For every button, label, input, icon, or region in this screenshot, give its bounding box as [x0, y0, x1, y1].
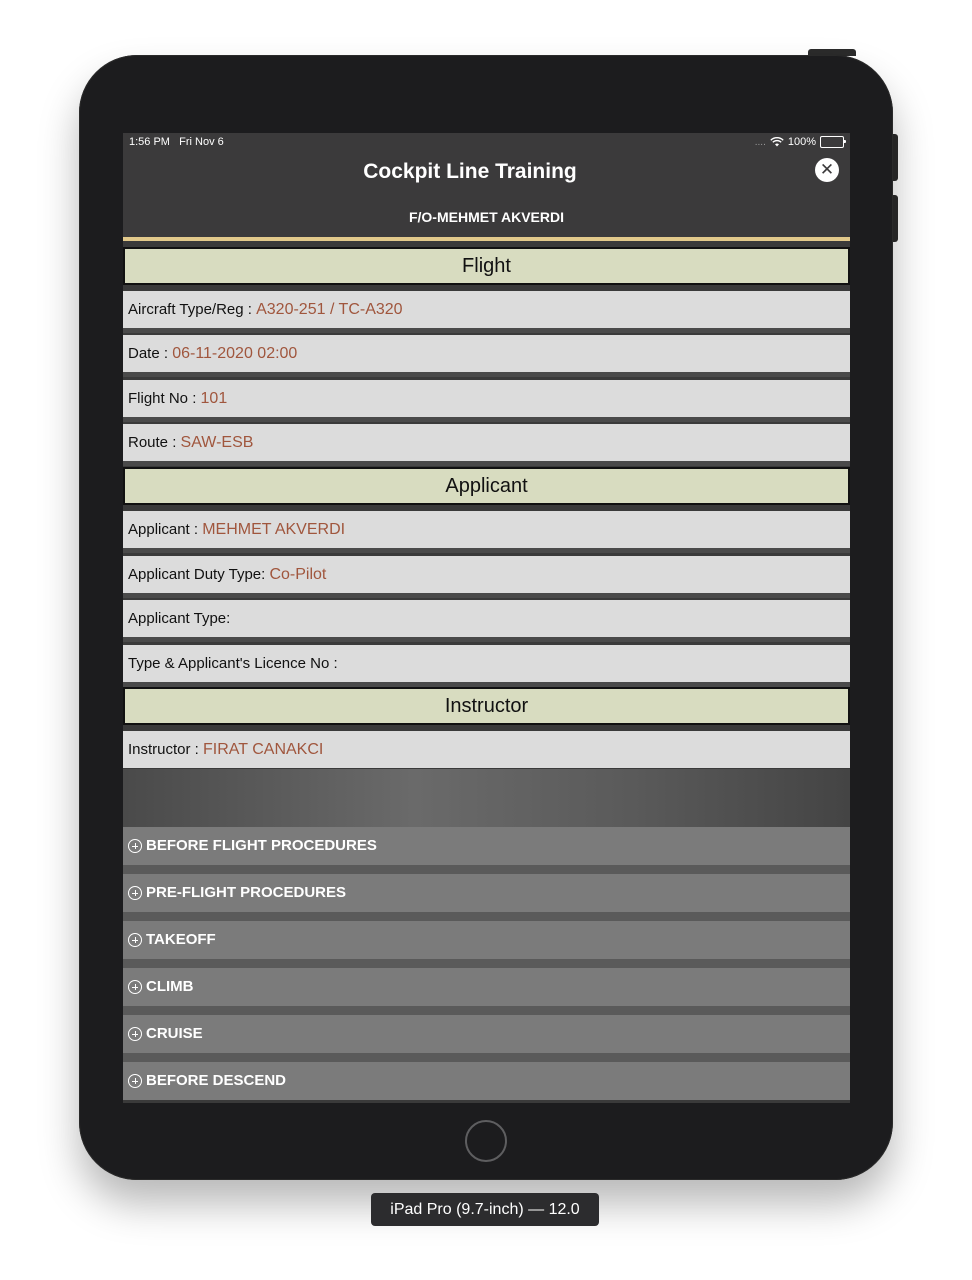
row-label: Date :	[128, 345, 173, 362]
row-label: Applicant Duty Type:	[128, 566, 270, 583]
row-label: Instructor :	[128, 741, 204, 758]
row-value: 06-11-2020 02:00	[172, 345, 298, 362]
close-icon: ✕	[819, 160, 835, 179]
row-instructor[interactable]	[123, 731, 850, 768]
row-value: MEHMET AKVERDI	[202, 521, 346, 538]
row-label: Aircraft Type/Reg :	[128, 301, 257, 318]
row-value: A320-251 / TC-A320	[256, 301, 403, 318]
row-label: Flight No :	[128, 390, 201, 407]
app-screen	[123, 133, 850, 1103]
row-value: FIRAT CANAKCI	[203, 741, 324, 758]
header-divider	[123, 237, 850, 241]
row-value: 101	[200, 390, 228, 407]
procedure-takeoff[interactable]	[123, 921, 850, 968]
status-bar	[123, 133, 850, 153]
row-route[interactable]	[123, 424, 850, 466]
wifi-icon	[770, 137, 784, 147]
procedure-label: CRUISE	[146, 1025, 203, 1042]
procedure-label: CLIMB	[146, 978, 194, 995]
row-label: Type & Applicant's Licence No :	[128, 655, 338, 672]
procedure-before-flight[interactable]	[123, 827, 850, 874]
procedure-cruise[interactable]	[123, 1015, 850, 1062]
row-value: SAW-ESB	[180, 434, 254, 451]
trainee-name: F/O-MEHMET AKVERDI	[408, 209, 565, 225]
close-button[interactable]	[815, 158, 839, 182]
procedure-before-descend[interactable]	[123, 1062, 850, 1100]
row-label: Route :	[128, 434, 181, 451]
row-licence-no[interactable]	[123, 645, 850, 687]
procedure-label: BEFORE FLIGHT PROCEDURES	[146, 837, 377, 854]
page-title: Cockpit Line Training	[363, 160, 577, 183]
row-label: Applicant Type:	[128, 610, 231, 627]
section-header-flight: Flight	[123, 247, 850, 285]
home-button[interactable]	[465, 1120, 507, 1162]
battery-icon	[820, 136, 844, 148]
procedure-climb[interactable]	[123, 968, 850, 1015]
procedure-pre-flight[interactable]	[123, 874, 850, 921]
section-header-applicant: Applicant	[123, 467, 850, 505]
plus-circle-icon	[128, 886, 142, 900]
row-applicant-type[interactable]	[123, 600, 850, 642]
procedure-label: BEFORE DESCEND	[146, 1072, 287, 1089]
signal-icon: ....	[754, 136, 766, 148]
row-applicant-duty-type[interactable]	[123, 556, 850, 598]
row-value: Co-Pilot	[269, 566, 327, 583]
simulator-device-label: iPad Pro (9.7-inch) — 12.0	[371, 1193, 599, 1226]
row-aircraft-type[interactable]	[123, 291, 850, 333]
row-applicant[interactable]	[123, 511, 850, 553]
procedure-label: TAKEOFF	[146, 931, 216, 948]
plus-circle-icon	[128, 980, 142, 994]
plus-circle-icon	[128, 1074, 142, 1088]
plus-circle-icon	[128, 933, 142, 947]
status-time: 1:56 PM Fri Nov 6	[129, 136, 224, 148]
procedure-label: PRE-FLIGHT PROCEDURES	[146, 884, 347, 901]
status-indicators	[755, 136, 844, 148]
nav-header	[123, 133, 850, 237]
battery-percent: 100%	[787, 136, 816, 148]
plus-circle-icon	[128, 839, 142, 853]
row-date[interactable]	[123, 335, 850, 377]
plus-circle-icon	[128, 1027, 142, 1041]
row-label: Applicant :	[128, 521, 203, 538]
section-header-instructor: Instructor	[123, 687, 850, 725]
row-flight-no[interactable]	[123, 380, 850, 422]
section-spacer	[123, 769, 850, 827]
